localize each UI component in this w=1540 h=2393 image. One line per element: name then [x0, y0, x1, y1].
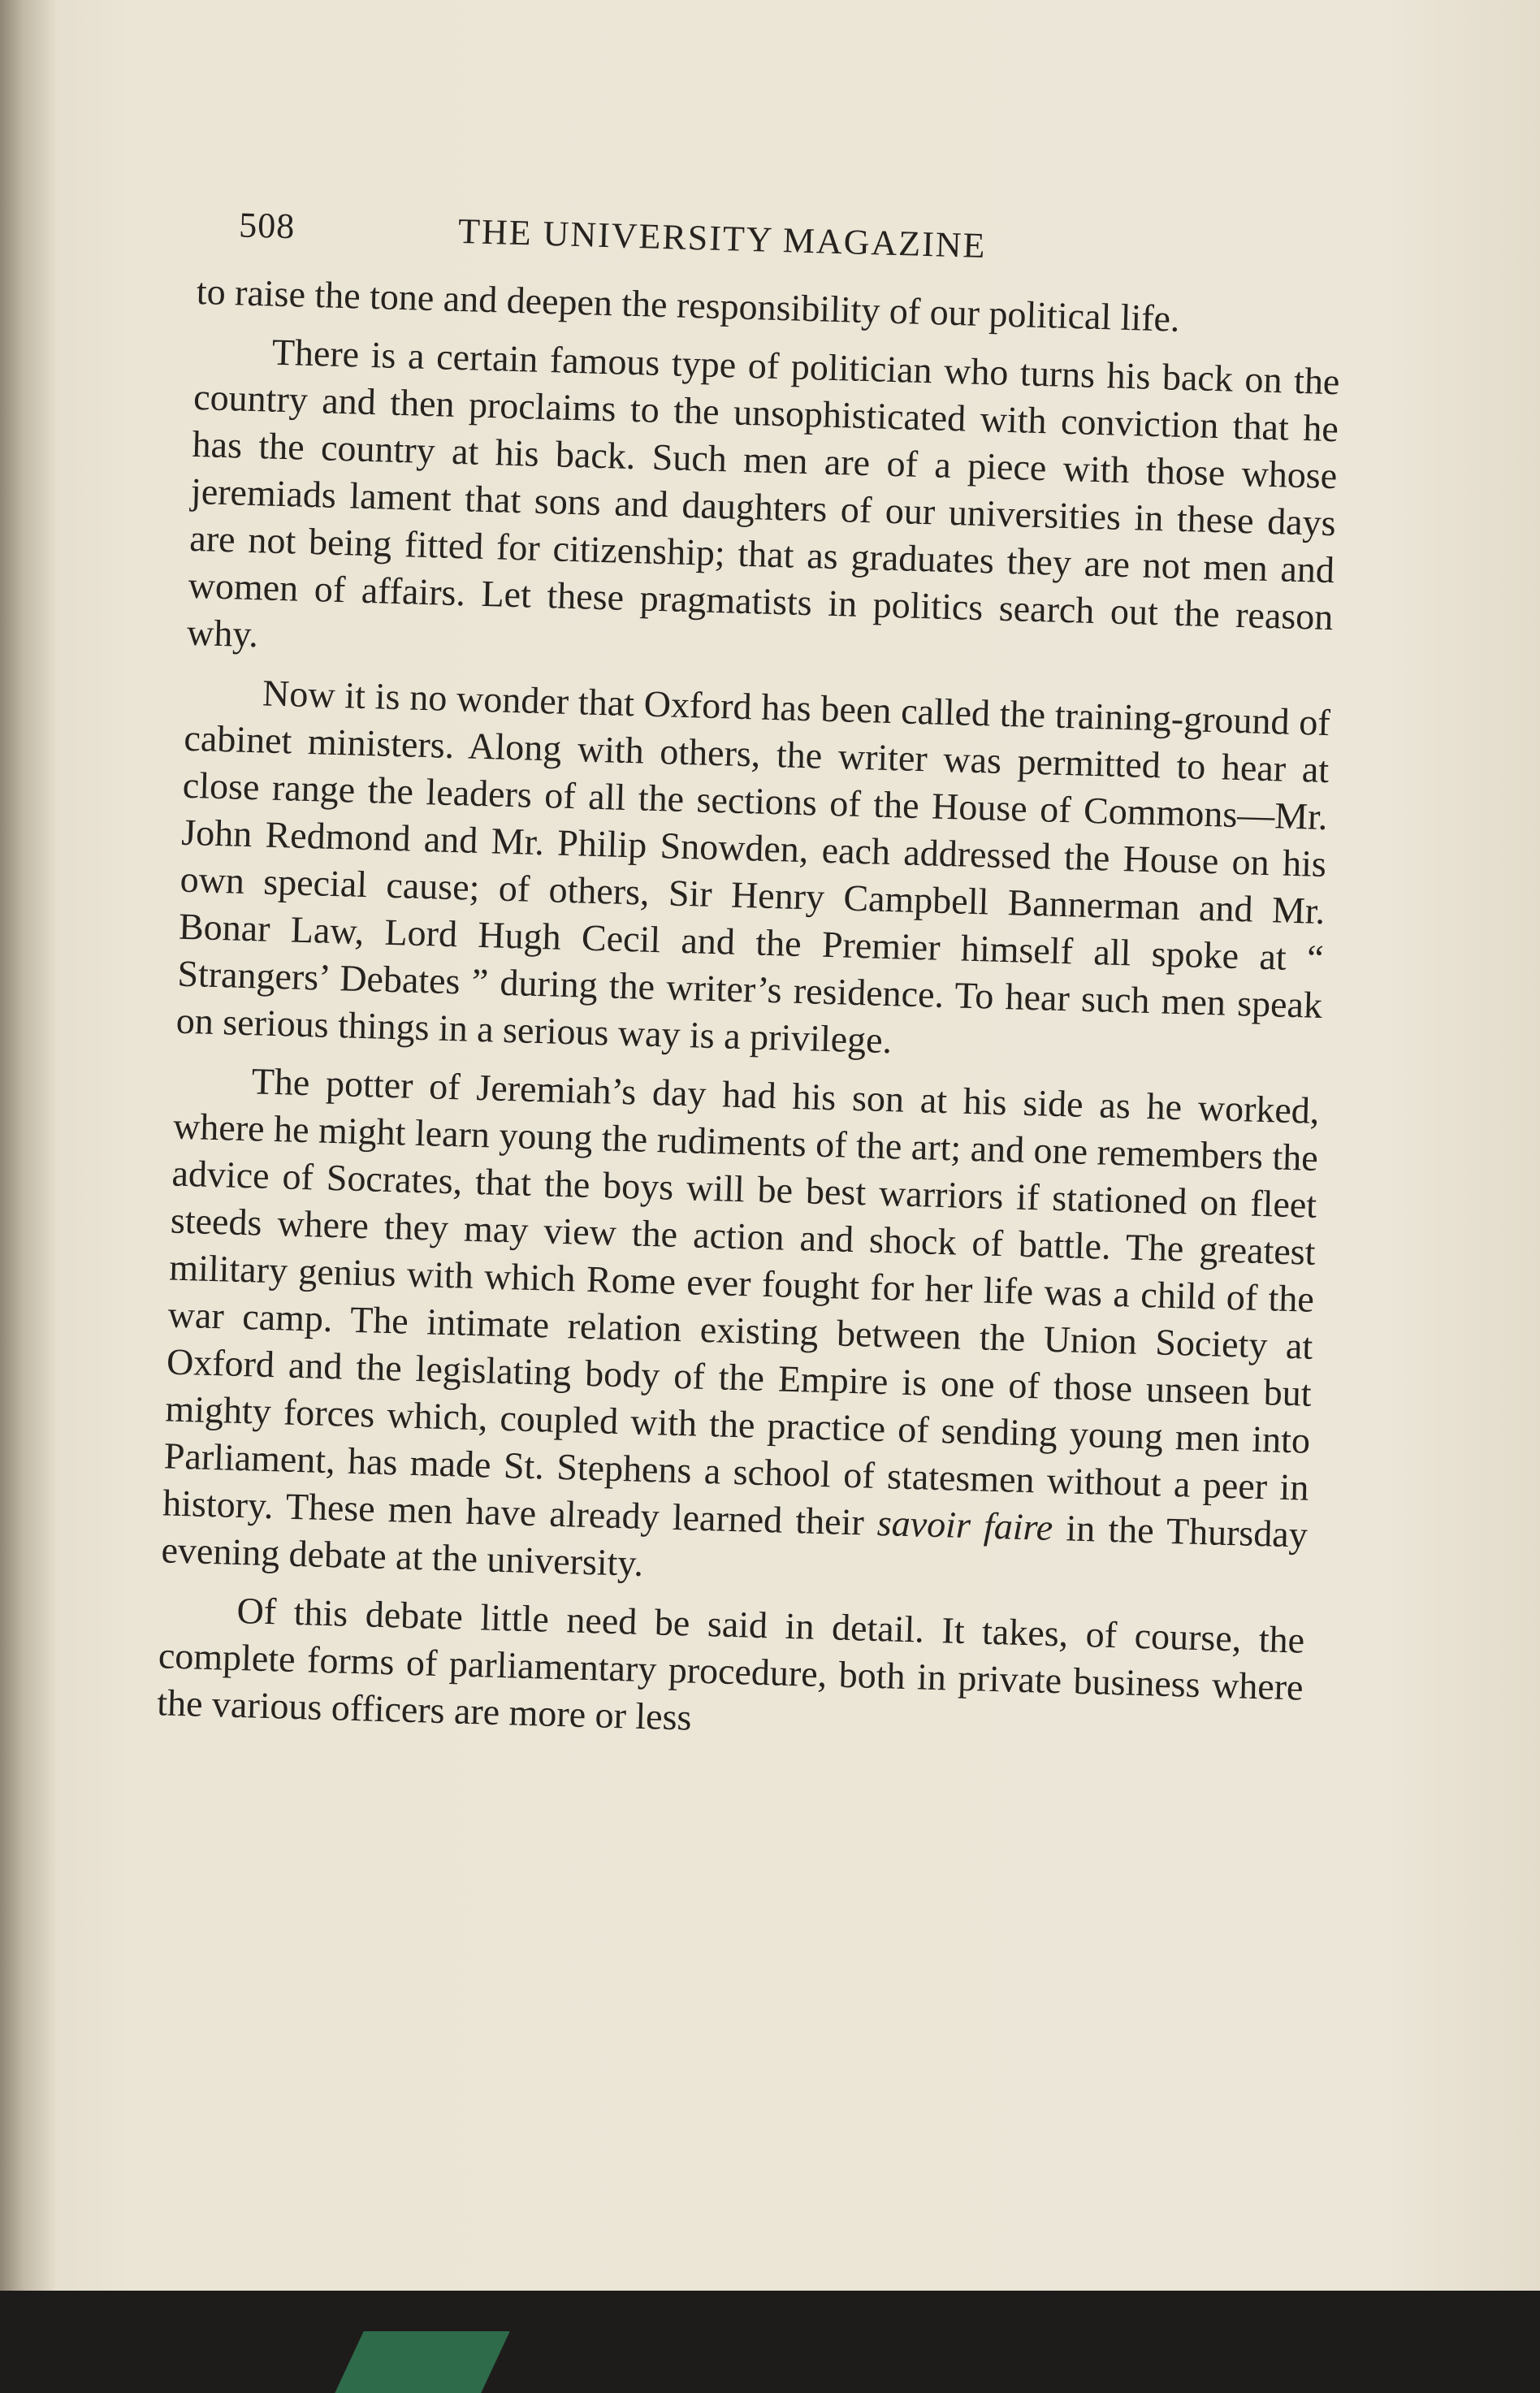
paragraph-politician: There is a certain famous type of politician who turns his back on the country and then proclaims to the unsophisticated with conviction that he has the country at his back. Such men are of a piece with those whose jeremiads lament that sons and daughters of our universities in these days are not being fitted for citizenship; that as graduates they are not men and women of affairs. Let these pragmatists in politics search out the reason why. [186, 331, 1341, 656]
background-surface [0, 2291, 1540, 2393]
potter-text-end: in the Thursday evening debate at the university. [160, 1506, 1309, 1584]
page-content [157, 203, 1344, 1759]
potter-text-start: The potter of Jeremiah’s day had his son at his side as he worked, where he might learn young the rudiments of the art; and one remembers the advice of Socrates, that the boys will be best warriors if stationed on fleet steeds where they may view the action and shock of battle. The greatest military genius with which Rome ever fought for her life was a child of the war camp. The intimate relation existing between the Union Society at Oxford and the legislating body of the Empire is one of those unseen but mighty forces which, coupled with the practice of sending young men into Parliament, has made St. Stephens a school of statesmen without a peer in history. These men have already learned their [162, 1060, 1321, 1543]
italic-phrase: savoir faire [876, 1501, 1054, 1548]
paragraph-oxford: Now it is no wonder that Oxford has been called the training-ground of cabinet ministers. Along with others, the writer was permitted to hear at close range the leaders of all the sections of the House of Commons—Mr. John Redmond and Mr. Philip Snowden, each addressed the House on his own special cause; of others, Sir Henry Campbell Bannerman and Mr. Bonar Law, Lord Hugh Cecil and the Premier himself all spoke at “ Strangers’ Debates ” during the writer’s residence. To hear such men speak on serious things in a serious way is a privilege. [175, 672, 1331, 1062]
spine-shadow [0, 0, 57, 2393]
magazine-title: THE UNIVERSITY MAGAZINE [457, 210, 988, 266]
paragraph-potter [161, 1056, 1320, 1606]
green-object [335, 2331, 509, 2393]
paragraph-continuation: to raise the tone and deepen the responsibility of our political life. [196, 270, 1181, 340]
page-number: 508 [238, 205, 296, 247]
paragraph-debate: Of this debate little need be said in detail. It takes, of course, the complete forms of parliamentary procedure, both in private business where the various officers are more or less [156, 1589, 1305, 1738]
